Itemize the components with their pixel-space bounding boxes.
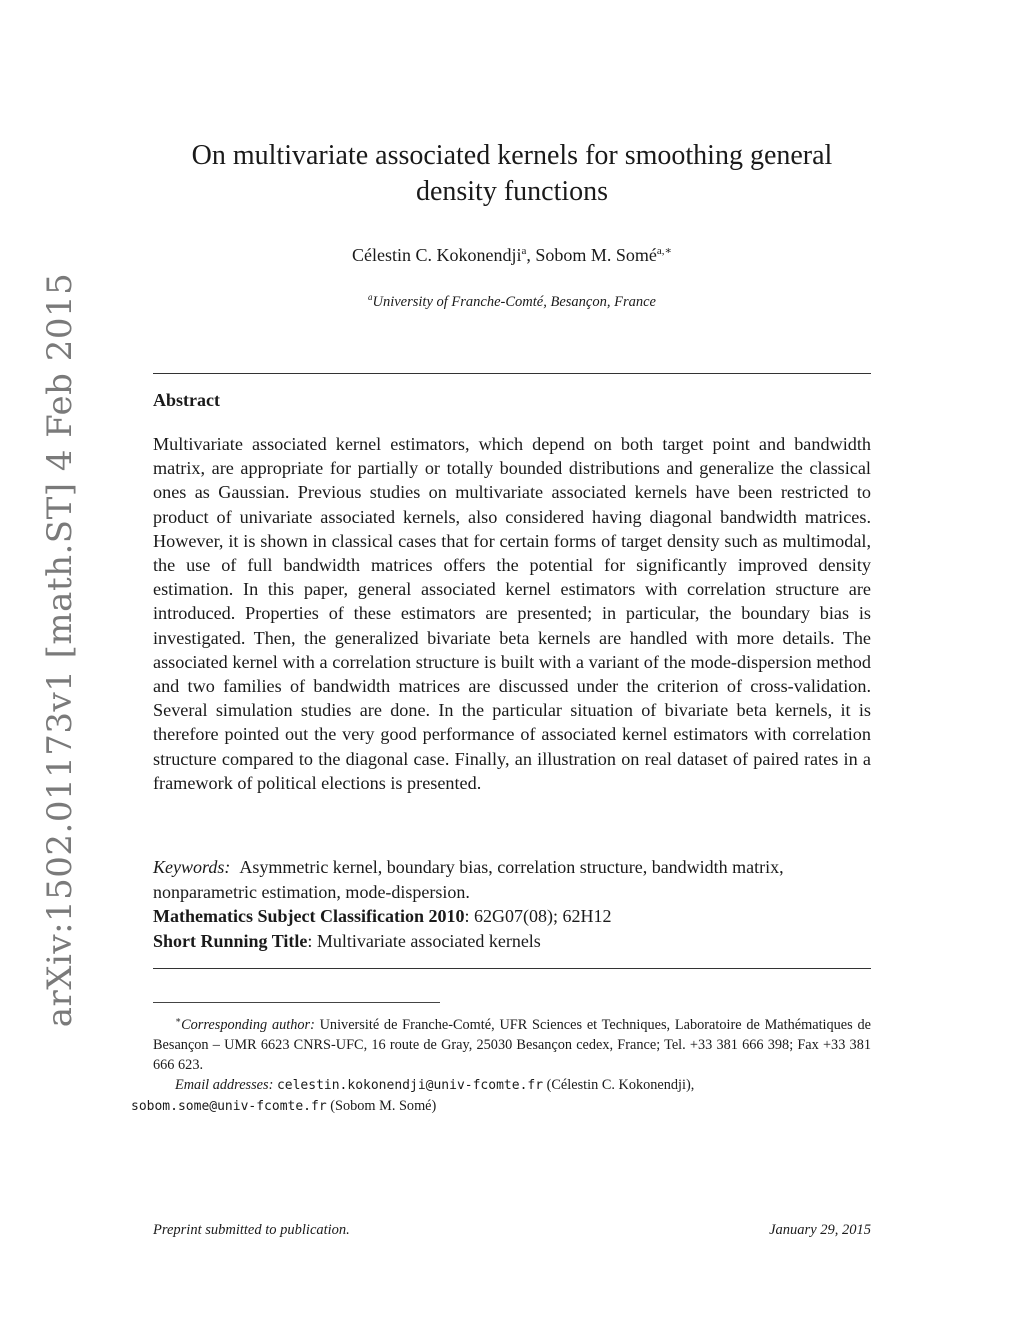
email-note xyxy=(131,1075,871,1117)
email-label: Email addresses: xyxy=(175,1076,274,1093)
preprint-note: Preprint submitted to publication. xyxy=(153,1222,350,1238)
running-title-label: Short Running Title xyxy=(153,930,308,951)
msc-label: Mathematics Subject Classification 2010 xyxy=(153,906,465,926)
footnote-rule xyxy=(153,1002,440,1003)
abstract-top-rule xyxy=(153,373,871,374)
msc-classification xyxy=(153,904,871,929)
affiliation-marker: a xyxy=(368,292,373,302)
email-link-some[interactable]: sobom.some@univ-fcomte.fr xyxy=(131,1098,327,1114)
footnote-marker: ∗ xyxy=(175,1015,182,1025)
abstract-bottom-rule xyxy=(153,968,871,969)
author-separator: , xyxy=(526,245,536,265)
footnote xyxy=(131,1010,871,1117)
keywords-text: Asymmetric kernel, boundary bias, correlation structure, bandwidth matrix, nonparametric estimation, mode-dispersion. xyxy=(153,857,784,902)
paper-title: On multivariate associated kernels for smoothing general density functions xyxy=(191,140,833,207)
corresponding-author-note xyxy=(153,1010,871,1075)
author-name: Sobom M. Somé xyxy=(535,245,657,265)
keywords-label: Keywords: xyxy=(153,857,231,877)
author-affiliation-marker: a xyxy=(521,245,527,257)
author-affiliation-marker: a,∗ xyxy=(656,245,673,257)
email-link-kokonendji[interactable]: celestin.kokonendji@univ-fcomte.fr xyxy=(276,1077,544,1093)
corresponding-author-address: Université de Franche-Comté, UFR Sciences et Techniques, Laboratoire de Mathématiques de Besançon – UMR 6623 CNRS-UFC, 16 route de Gray, 25030 Besançon cedex, France; Tel. +33 381 666 398; Fax +33 381 666 623. xyxy=(153,1016,871,1073)
paper-metadata xyxy=(153,855,871,953)
running-title-text: : Multivariate associated kernels xyxy=(307,930,541,951)
running-title xyxy=(153,929,871,954)
preprint-date: January 29, 2015 xyxy=(769,1222,871,1238)
author-name: Célestin C. Kokonendji xyxy=(351,245,522,265)
affiliation xyxy=(150,292,874,311)
abstract-heading: Abstract xyxy=(153,390,220,410)
corresponding-author-label: Corresponding author: xyxy=(181,1016,315,1033)
affiliation-text: University of Franche-Comté, Besançon, France xyxy=(372,293,656,310)
email-owner: (Célestin C. Kokonendji), xyxy=(546,1076,695,1093)
email-owner: (Sobom M. Somé) xyxy=(330,1097,437,1114)
keywords xyxy=(153,855,871,904)
msc-text: : 62G07(08); 62H12 xyxy=(464,906,612,926)
arxiv-identifier-stamp: arXiv:1502.01173v1 [math.ST] 4 Feb 2015 xyxy=(40,272,80,1028)
abstract-body: Multivariate associated kernel estimators, which depend on both target point and bandwidth matrix, are appropriate for partially or totally bounded distributions and generalize the classical ones as Gaussian. Previous studies on multivariate associated kernels have been restricted to product of univariate associated kernels, also considered having diagonal bandwidth matrices. However, it is shown in classical cases that for certain forms of target density such as multimodal, the use of full bandwidth matrices offers the potential for significantly improved density estimation. In this paper, general associated kernel estimators with correlation structure are introduced. Properties of these estimators are presented; in particular, the boundary bias is investigated. Then, the generalized bivariate beta kernels are handled with more details. The associated kernel with a correlation structure is built with a variant of the mode-dispersion method and two families of bandwidth matrices are discussed under the criterion of cross-validation. Several simulation studies are done. In the particular situation of bivariate beta kernels, it is therefore pointed out the very good performance of associated kernel estimators with correlation structure compared to the diagonal case. Finally, an illustration on real dataset of paired rates in a framework of political elections is presented. xyxy=(153,434,871,793)
author-list xyxy=(150,244,874,266)
